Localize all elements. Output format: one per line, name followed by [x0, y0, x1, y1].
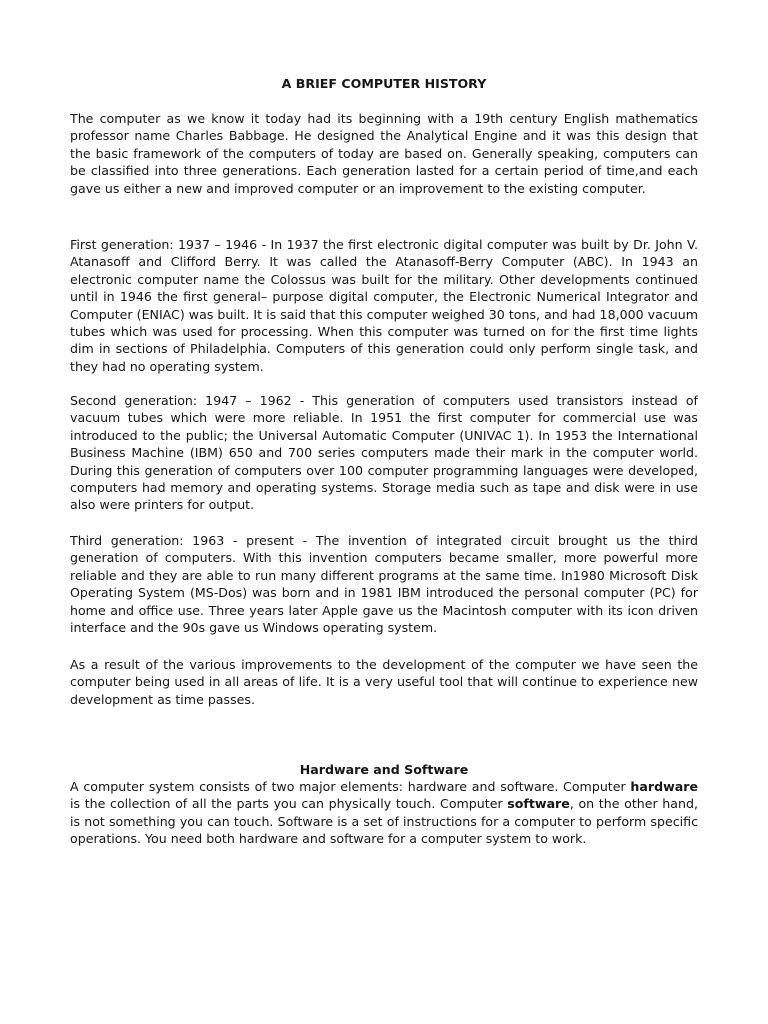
paragraph-third-generation: Third generation: 1963 - present - The invention of integrated circuit brought us the third generation of computers. With this invention computers became smaller, more powerful more reliable and they are able to run many different programs at the same time. In1980 Microsoft Disk Operating System (MS-Dos) was born and in 1981 IBM introduced the personal computer (PC) for home and office use. Three years later Apple gave us the Macintosh computer with its icon driven interface and the 90s gave us Windows operating system.	[70, 533, 698, 636]
section-text-part-1: A computer system consists of two major elements: hardware and software. Computer	[70, 779, 631, 794]
paragraph-conclusion: As a result of the various improvements to the development of the computer we have seen the computer being used in all areas of life. It is a very useful tool that will continue to experience new development as time passes.	[70, 657, 698, 707]
term-software: software	[507, 796, 570, 812]
document-page	[70, 0, 698, 1024]
paragraph-intro: The computer as we know it today had its beginning with a 19th century English mathematics professor name Charles Babbage. He designed the Analytical Engine and it was this design that the basic framework of the computers of today are based on. Generally speaking, computers can be classified into three generations. Each generation lasted for a certain period of time,and each gave us either a new and improved computer or an improvement to the existing computer.	[70, 111, 698, 196]
section-title: Hardware and Software	[299, 762, 469, 777]
term-hardware: hardware	[630, 779, 698, 794]
paragraph-hardware-software	[70, 778, 698, 848]
paragraph-first-generation: First generation: 1937 – 1946 - In 1937 the first electronic digital computer was built by Dr. John V. Atanasoff and Clifford Berry. It was called the Atanasoff-Berry Computer (ABC). In 1943 an electronic computer name the Colossus was built for the military. Other developments continued until in 1946 the first general– purpose digital computer, the Electronic Numerical Integrator and Computer (ENIAC) was built. It is said that this computer weighed 30 tons, and had 18,000 vacuum tubes which was used for processing. When this computer was turned on for the first time lights dim in sections of Philadelphia. Computers of this generation could only perform single task, and they had no operating system.	[70, 237, 698, 374]
paragraph-second-generation: Second generation: 1947 – 1962 - This generation of computers used transistors instead of vacuum tubes which were more reliable. In 1951 the first computer for commercial use was introduced to the public; the Universal Automatic Computer (UNIVAC 1). In 1953 the International Business Machine (IBM) 650 and 700 series computers made their mark in the computer world. During this generation of computers over 100 computer programming languages were developed, computers had memory and operating systems. Storage media such as tape and disk were in use also were printers for output.	[70, 393, 698, 513]
section-text-part-3: , on the other hand, is not something you can touch. Software is a set of instructions for a computer to perform specific operations. You need both hardware and software for a computer system to work.	[70, 796, 698, 847]
document-title: A BRIEF COMPUTER HISTORY	[281, 76, 487, 91]
section-text-part-2: is the collection of all the parts you can physically touch. Computer	[70, 796, 508, 812]
